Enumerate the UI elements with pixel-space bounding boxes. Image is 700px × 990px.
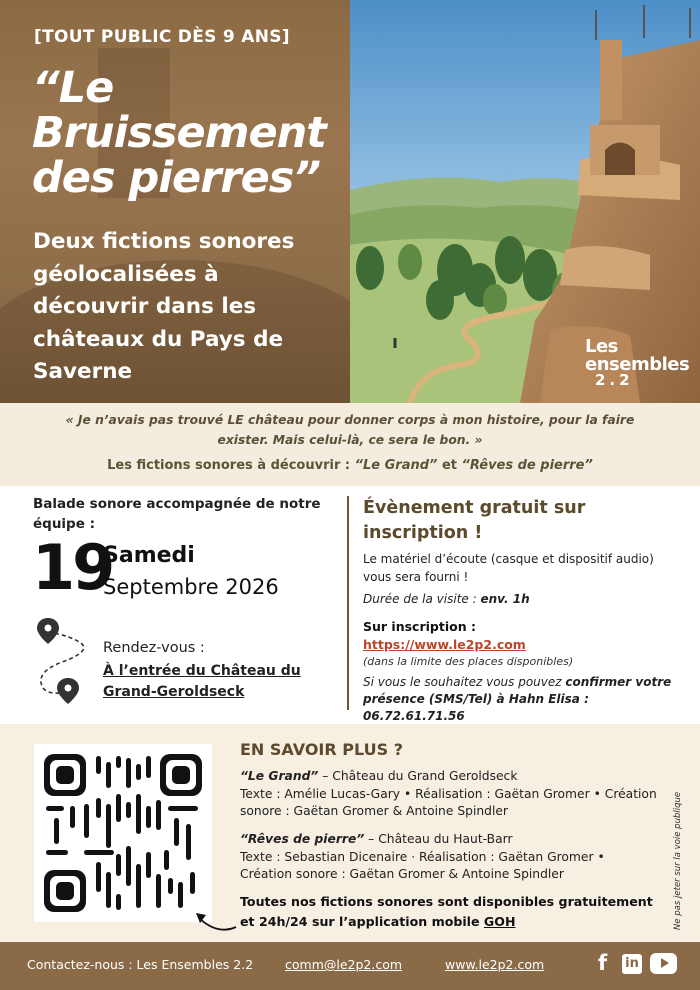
more-info-title: EN SAVOIR PLUS ? [240, 740, 403, 759]
disposal-note: Ne pas jeter sur la voie publique [673, 791, 683, 930]
duration-label: Durée de la visite : [363, 592, 481, 606]
material-note: Le matériel d’écoute (casque et dispositif audio) vous sera fourni ! [363, 552, 654, 584]
fiction-2-name: “Rêves de pierre” [240, 832, 365, 846]
fiction-2-title: “Rêves de pierre” [461, 458, 593, 473]
section-divider [347, 496, 349, 710]
fiction-2-block [240, 831, 660, 884]
subtitle: Deux fictions sonores géolocalisées à découvrir dans les châteaux du Pays de Saverne [33, 229, 295, 384]
confirm-prefix: Si vous le souhaitez vous pouvez [363, 675, 566, 689]
linkedin-icon[interactable]: in [622, 954, 642, 974]
title-line: des pierres” [32, 153, 321, 203]
confirm-note [363, 674, 683, 725]
event-day-name: Samedi [103, 543, 195, 568]
footer [0, 942, 700, 990]
fictions-and: et [437, 458, 462, 473]
route-map-icon [32, 616, 102, 706]
rdv-label: Rendez-vous : [103, 640, 205, 656]
fiction-2-place: – Château du Haut-Barr [364, 832, 513, 846]
fiction-1-block [240, 768, 660, 821]
fiction-1-title: “Le Grand” [354, 458, 438, 473]
facebook-icon[interactable]: f [598, 951, 608, 975]
qr-code-graphic [44, 754, 202, 912]
fiction-1-credits: Texte : Amélie Lucas-Gary • Réalisation : Gaëtan Gromer • Création sonore : Gaëtan Gromer & Antoine Spindler [240, 786, 657, 818]
ensembles-logo [585, 336, 690, 389]
title-line: “Le [32, 63, 114, 113]
inscription-link[interactable]: https://www.le2p2.com [363, 637, 526, 652]
event-day-number: 19 [32, 531, 113, 604]
fictions-prefix: Les fictions sonores à découvrir : [107, 458, 355, 473]
logo-line: Les [585, 336, 618, 357]
qr-code[interactable] [34, 744, 212, 922]
footer-website-link[interactable]: www.le2p2.com [445, 957, 545, 972]
event-month-year: Septembre 2026 [103, 575, 279, 599]
fictions-line [0, 458, 700, 473]
balade-label: Balade sonore accompagnée de notre équipe : [33, 496, 321, 532]
duration [363, 592, 530, 606]
fiction-1-name: “Le Grand” [240, 769, 319, 783]
fiction-1-place: – Château du Grand Geroldseck [318, 769, 518, 783]
quote-text: « Je n’avais pas trouvé LE château pour donner corps à mon histoire, pour la faire exister. Mais celui-là, ce sera le bon. » [65, 413, 635, 447]
title-line: Bruissement [32, 108, 326, 158]
arrow-icon [192, 905, 238, 933]
goh-text: Toutes nos fictions sonores sont disponibles gratuitement et 24h/24 sur l’application mobile [240, 894, 653, 929]
youtube-icon[interactable] [650, 953, 677, 974]
footer-contact: Contactez-nous : Les Ensembles 2.2 [27, 957, 254, 972]
fiction-2-credits: Texte : Sebastian Dicenaire · Réalisation : Gaëtan Gromer • Création sonore : Gaëtan Gromer & Antoine Spindler [240, 849, 605, 881]
duration-value: env. 1h [480, 592, 530, 606]
rdv-place: À l’entrée du Château du Grand-Geroldseck [103, 663, 301, 700]
footer-email-link[interactable]: comm@le2p2.com [285, 957, 403, 972]
logo-line: ensembles [585, 354, 690, 375]
audience-tag: [TOUT PUBLIC DÈS 9 ANS] [34, 27, 290, 47]
goh-app-link[interactable]: GOH [483, 914, 516, 929]
confirm-contact: confirmer votre présence (SMS/Tel) à Hahn Elisa : 06.72.61.71.56 [363, 675, 672, 723]
logo-line: 2.2 [595, 371, 634, 389]
inscription-note: (dans la limite des places disponibles) [363, 655, 574, 668]
inscription-label: Sur inscription : [363, 619, 476, 634]
hero-banner [0, 0, 700, 403]
goh-note [240, 892, 660, 932]
free-event-title: Évènement gratuit sur inscription ! [363, 498, 586, 543]
page-title [32, 63, 362, 203]
